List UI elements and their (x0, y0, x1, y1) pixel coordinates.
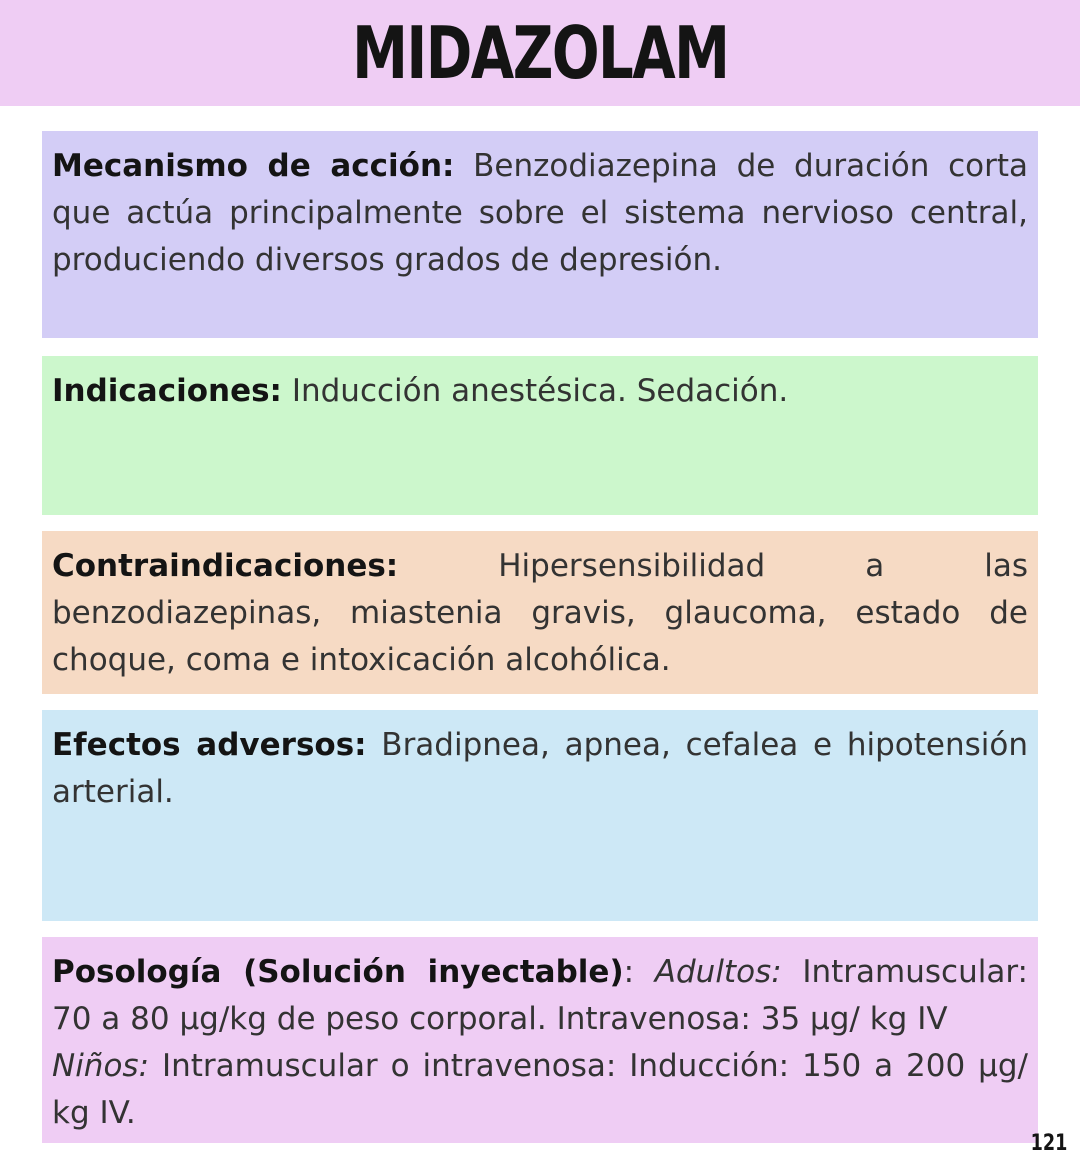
indications-label: Indicaciones: (52, 373, 282, 409)
contraindications-text: Hipersensibilidad a las benzodiazepinas, miastenia gravis, glaucoma, estado de choque, coma e intoxicación alcohólica. (52, 548, 1029, 678)
indications-section (42, 356, 1038, 515)
adverse-effects-text: Bradipnea, apnea, cefalea e hipotensión arterial. (52, 727, 1028, 810)
adults-label: Adultos: (654, 954, 782, 990)
page-number: 121 (1030, 1131, 1068, 1156)
adverse-effects-section (42, 710, 1038, 921)
dosage-label: Posología (Solución inyectable) (52, 954, 624, 990)
children-label: Niños: (52, 1048, 150, 1084)
indications-text: Inducción anestésica. Sedación. (291, 373, 789, 409)
mechanism-label: Mecanismo de acción: (52, 148, 455, 184)
adults-text: Intramuscular: 70 a 80 µg/kg de peso corporal. Intravenosa: 35 µg/ kg IV (52, 954, 1028, 1037)
adverse-effects-label: Efectos adversos: (52, 727, 367, 763)
mechanism-text: Benzodiazepina de duración corta que actúa principalmente sobre el sistema nervioso central, produciendo diversos grados de depresión. (52, 148, 1028, 278)
children-text: Intramuscular o intravenosa: Inducción: 150 a 200 µg/ kg IV. (52, 1048, 1028, 1131)
contraindications-section (42, 531, 1038, 694)
mechanism-section (42, 131, 1038, 338)
page-title: MIDAZOLAM (351, 11, 729, 95)
dosage-colon: : (623, 954, 635, 990)
contraindications-label: Contraindicaciones: (52, 548, 399, 584)
page-header (0, 0, 1080, 106)
dosage-section (42, 937, 1038, 1143)
